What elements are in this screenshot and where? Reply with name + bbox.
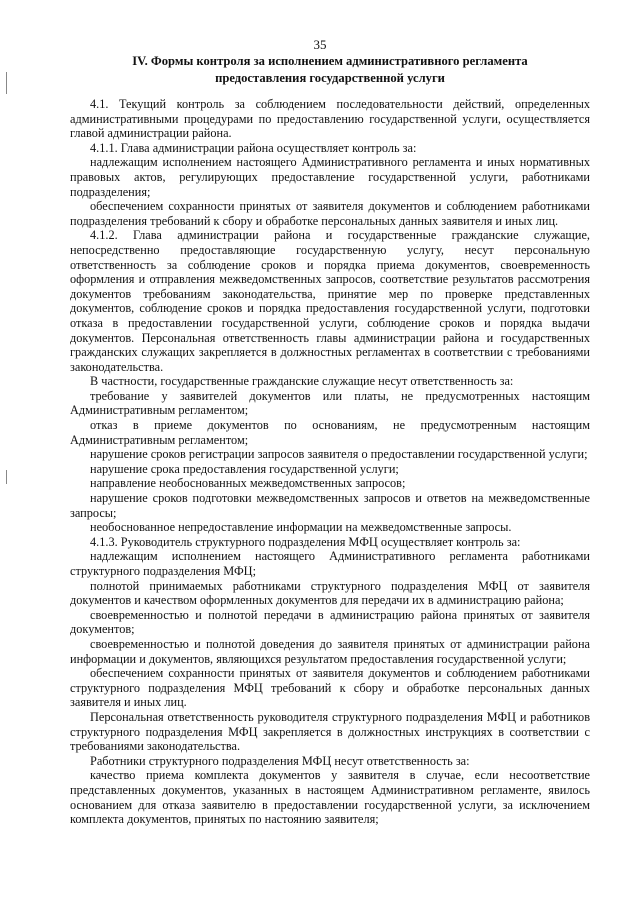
document-body xyxy=(70,97,590,827)
list-item: качество приема комплекта документов у заявителя в случае, если несоответствие представленных документов, указанных в настоящем Административном регламенте, явилось основанием для отказа заявителю в предоставлении государственной услуги, за исключением комплекта документов, принятых по настоянию заявителя; xyxy=(70,768,590,827)
list-item: нарушение срока предоставления государственной услуги; xyxy=(90,461,399,476)
section-heading-line: предоставления государственной услуги xyxy=(215,71,445,85)
paragraph-4-1-1: 4.1.1. Глава администрации района осуществляет контроль за: xyxy=(90,140,417,155)
page-number: 35 xyxy=(313,37,327,52)
section-heading xyxy=(70,53,590,87)
list-item: отказ в приеме документов по основаниям, не предусмотренным настоящим Административным регламентом; xyxy=(70,418,590,447)
list-item: направление необоснованных межведомственных запросов; xyxy=(90,476,406,491)
list-item: нарушение сроков подготовки межведомственных запросов и ответов на межведомственные запросы; xyxy=(70,491,590,520)
list-item: надлежащим исполнением настоящего Административного регламента и иных нормативных правовых актов, регулирующих предоставление государственной услуги, работниками подразделения; xyxy=(70,155,590,199)
list-item: нарушение сроков регистрации запросов заявителя о предоставлении государственной услуги; xyxy=(90,447,588,462)
paragraph-4-1-3: 4.1.3. Руководитель структурного подразделения МФЦ осуществляет контроль за: xyxy=(90,534,521,549)
scan-edge-mark xyxy=(6,470,7,484)
paragraph-4-1-2: 4.1.2. Глава администрации района и государственные гражданские служащие, непосредственно предоставляющие государственную услугу, несут персональную ответственность за соблюдение сроков и порядка приема документов, своевременность оформления и отправления межведомственных запросов, соответствие результатов рассмотрения документов требованиям законодательства, принятие мер по проверке представленных документов, соблюдение сроков и порядка предоставления государственной услуги, подготовки отказа в предоставлении государственной услуги, соблюдение сроков и порядка выдачи документов. Персональная ответственность главы администрации района и государственных гражданских служащих закрепляется в должностных регламентах в соответствии с требованиями законодательства. xyxy=(70,228,590,374)
list-item: надлежащим исполнением настоящего Административного регламента работниками структурного подразделения МФЦ; xyxy=(70,549,590,578)
list-item: обеспечением сохранности принятых от заявителя документов и соблюдением работниками подразделения требований к сбору и обработке персональных данных заявителя и иных лиц. xyxy=(70,199,590,228)
paragraph: Персональная ответственность руководителя структурного подразделения МФЦ и работников структурного подразделения МФЦ закрепляется в должностных инструкциях в соответствии с требованиями законодательства. xyxy=(70,709,590,754)
paragraph: В частности, государственные гражданские служащие несут ответственность за: xyxy=(90,374,514,389)
list-item: необоснованное непредоставление информации на межведомственные запросы. xyxy=(90,520,512,535)
scan-edge-mark xyxy=(6,72,7,94)
list-item: обеспечением сохранности принятых от заявителя документов и соблюдением работниками структурного подразделения МФЦ требований к сбору и обработке персональных данных заявителя и иных лиц. xyxy=(70,666,590,710)
paragraph: Работники структурного подразделения МФЦ несут ответственность за: xyxy=(90,753,470,768)
section-heading-line: IV. Формы контроля за исполнением административного регламента xyxy=(132,54,528,68)
paragraph-4-1: 4.1. Текущий контроль за соблюдением последовательности действий, определенных административными процедурами по предоставлению государственной услуги, осуществляется главой администрации района. xyxy=(70,97,590,141)
list-item: своевременностью и полнотой передачи в администрацию района принятых от заявителя документов; xyxy=(70,607,590,637)
list-item: своевременностью и полнотой доведения до заявителя принятых от администрации района информации и документов, являющихся результатом предоставления государственной услуги; xyxy=(70,636,590,666)
list-item: полнотой принимаемых работниками структурного подразделения МФЦ от заявителя документов и качеством оформленных документов для передачи их в администрацию района; xyxy=(70,578,590,608)
list-item: требование у заявителей документов или платы, не предусмотренных настоящим Административным регламентом; xyxy=(70,388,590,418)
